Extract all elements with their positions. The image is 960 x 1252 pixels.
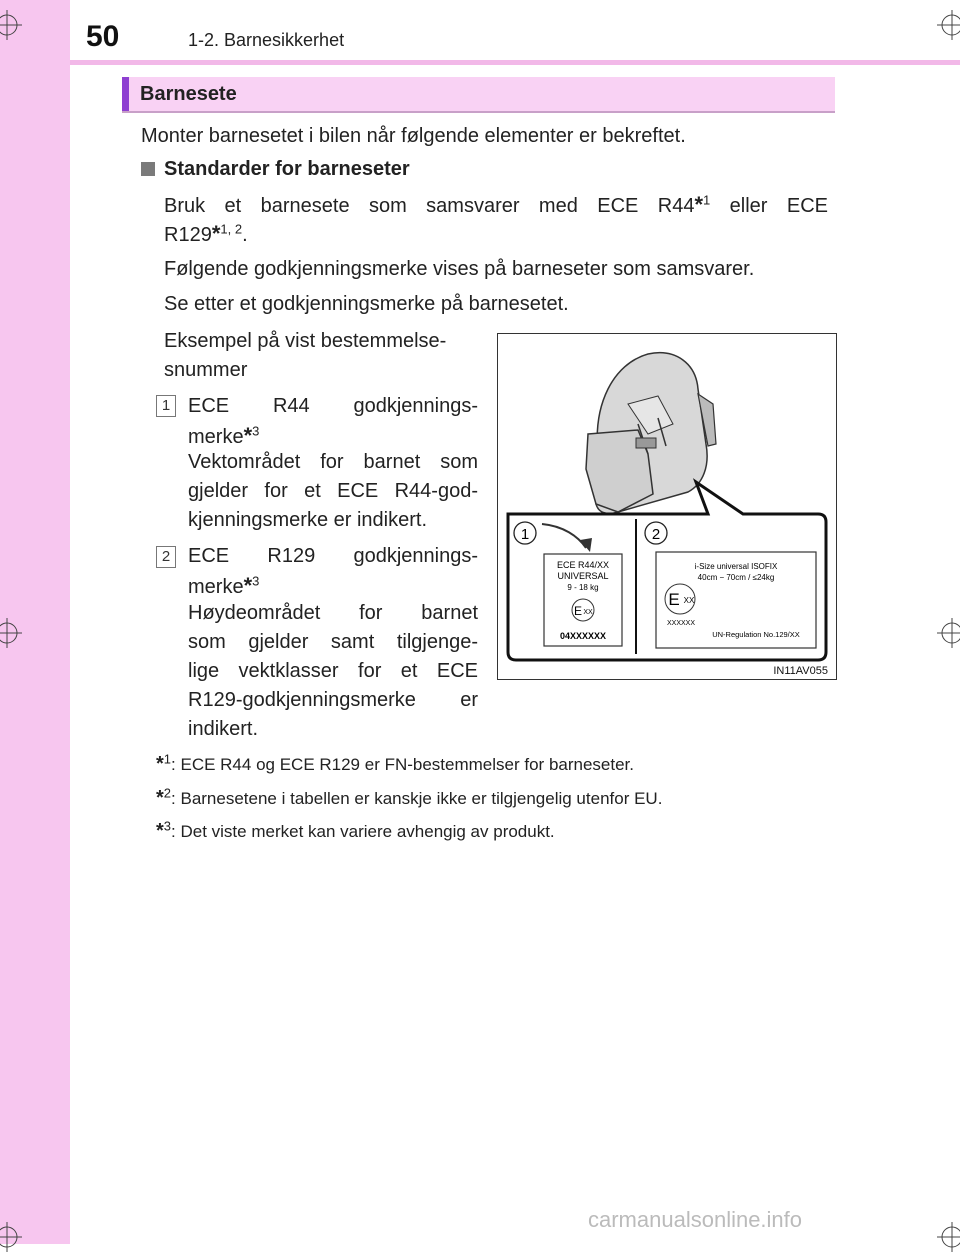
figure-code: IN11AV055 xyxy=(773,665,828,677)
watermark: carmanualsonline.info xyxy=(588,1207,803,1232)
item-description: gjelder for et ECE R44-god- xyxy=(188,480,478,502)
item-description: Vektområdet for barnet som xyxy=(188,451,478,473)
chapter-title: 1-2. Barnesikkerhet xyxy=(188,30,345,50)
example-label: Eksempel på vist bestemmelse- xyxy=(164,330,447,352)
item-description: som gjelder samt tilgjenge- xyxy=(188,631,478,653)
e-mark-text: E xyxy=(668,590,680,609)
registration-mark-icon xyxy=(0,1222,22,1252)
footnote-ref: 1, 2 xyxy=(220,221,243,237)
registration-mark-icon xyxy=(937,10,960,40)
item-title: ECE R44 godkjennings- xyxy=(188,395,478,417)
label-text: UN-Regulation No.129/XX xyxy=(712,630,800,639)
item-description: indikert. xyxy=(188,718,259,740)
registration-mark-icon xyxy=(937,1222,960,1252)
square-bullet-icon xyxy=(141,162,155,176)
item-description: Høydeområdet for barnet xyxy=(188,602,478,624)
callout-number: 1 xyxy=(520,526,530,543)
footnote-ref: 1 xyxy=(703,192,711,208)
subheading: Standarder for barneseter xyxy=(164,158,410,180)
callout-number: 2 xyxy=(651,526,661,543)
label-text: XXXXXX xyxy=(666,620,696,627)
e-mark-text: E xyxy=(573,604,583,618)
page-number: 50 xyxy=(86,20,120,53)
section-title: Barnesete xyxy=(140,83,237,105)
item-number-badge: 2 xyxy=(156,546,176,568)
paragraph: Se etter et godkjenningsmerke på barnesetet. xyxy=(164,293,569,315)
paragraph-line: R129*$^{1, 2}$. xyxy=(164,221,248,246)
footnote: *$^3$: Det viste merket kan variere avhengig av produkt. xyxy=(156,818,555,842)
item-title: merke*$^3$ xyxy=(188,423,260,448)
item-title: ECE R129 godkjennings- xyxy=(188,545,478,567)
item-title: merke*$^3$ xyxy=(188,573,260,598)
footnote-ref: 3 xyxy=(252,573,260,589)
intro-text: Monter barnesetet i bilen når følgende elementer er bekreftet. xyxy=(141,125,686,147)
header-rule xyxy=(70,60,960,65)
example-label: snummer xyxy=(164,359,248,381)
registration-mark-icon xyxy=(0,618,22,648)
label-text: 40cm − 70cm / ≤24kg xyxy=(697,573,775,582)
paragraph-line: Bruk et barnesete som samsvarer med ECE R44*$^1$ eller ECE xyxy=(164,192,828,217)
child-seat-icon xyxy=(586,353,716,514)
e-mark-text: XX xyxy=(683,596,695,605)
paragraph: Følgende godkjenningsmerke vises på barneseter som samsvarer. xyxy=(164,258,755,280)
label-text: 9 - 18 kg xyxy=(567,583,599,592)
item-description: lige vektklasser for et ECE xyxy=(188,660,478,682)
section-accent xyxy=(122,77,129,111)
label-text: ECE R44/XX xyxy=(556,560,610,570)
registration-mark-icon xyxy=(0,10,22,40)
item-number-badge: 1 xyxy=(156,395,176,417)
footnote: *$^2$: Barnesetene i tabellen er kanskje ikke er tilgjengelig utenfor EU. xyxy=(156,785,663,809)
footnote-ref: 3 xyxy=(252,423,260,439)
e-mark-text: XX xyxy=(583,609,593,616)
item-description: kjenningsmerke er indikert. xyxy=(188,509,427,531)
section-heading-bar xyxy=(122,77,835,113)
approval-label-figure xyxy=(497,333,837,680)
footnote: *$^1$: ECE R44 og ECE R129 er FN-bestemmelser for barneseter. xyxy=(156,751,634,775)
label-text: i-Size universal ISOFIX xyxy=(694,562,778,571)
label-text: UNIVERSAL xyxy=(557,571,609,581)
registration-mark-icon xyxy=(937,618,960,648)
label-text: 04XXXXXX xyxy=(559,631,607,641)
figure-illustration xyxy=(498,334,836,679)
item-description: R129-godkjenningsmerke er xyxy=(188,689,478,711)
